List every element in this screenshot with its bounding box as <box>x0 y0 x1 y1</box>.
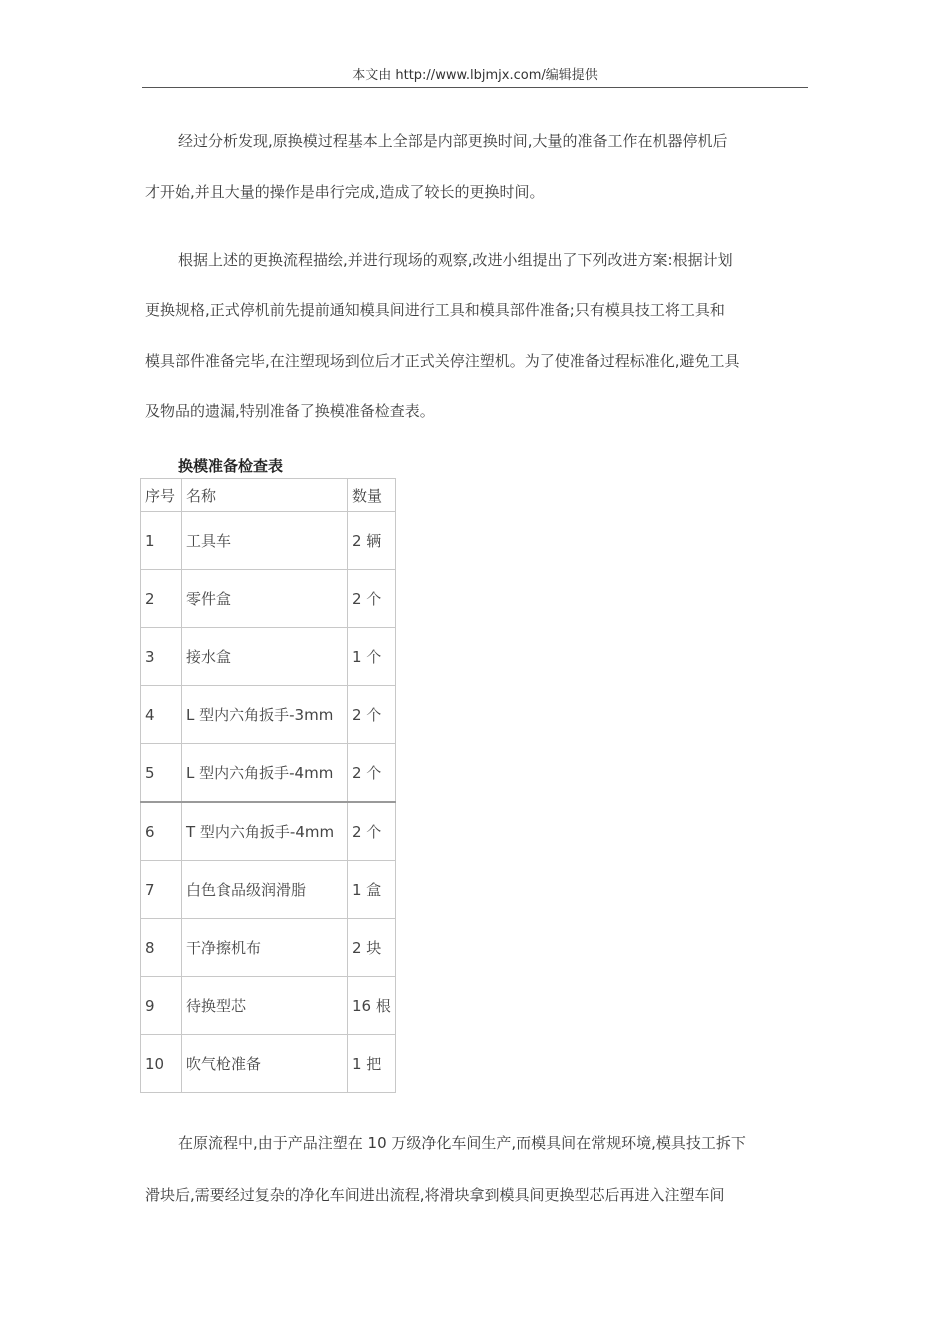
cell-name: L 型内六角扳手-4mm <box>182 744 348 803</box>
cell-name: 干净擦机布 <box>182 919 348 977</box>
cell-name: 工具车 <box>182 512 348 570</box>
paragraph-1-line-1: 经过分析发现,原换模过程基本上全部是内部更换时间,大量的准备工作在机器停机后 <box>178 132 728 150</box>
cell-index: 10 <box>141 1035 182 1093</box>
cell-quantity: 2 个 <box>348 570 396 628</box>
cell-quantity: 2 个 <box>348 802 396 861</box>
page-header: 本文由 http://www.lbjmjx.com/编辑提供 <box>352 68 598 83</box>
table-header-row <box>141 479 396 512</box>
cell-quantity: 2 个 <box>348 686 396 744</box>
header-cell-name: 名称 <box>182 479 348 512</box>
paragraph-1-line-2: 才开始,并且大量的操作是串行完成,造成了较长的更换时间。 <box>145 183 545 201</box>
cell-name: 接水盒 <box>182 628 348 686</box>
cell-index: 6 <box>141 802 182 861</box>
header-cell-index: 序号 <box>141 479 182 512</box>
table-title: 换模准备检查表 <box>178 457 284 475</box>
cell-name: T 型内六角扳手-4mm <box>182 802 348 861</box>
cell-index: 4 <box>141 686 182 744</box>
table-row <box>141 628 396 686</box>
header-divider <box>142 87 808 88</box>
header-cell-quantity: 数量 <box>348 479 396 512</box>
cell-name: L 型内六角扳手-3mm <box>182 686 348 744</box>
cell-index: 2 <box>141 570 182 628</box>
cell-index: 7 <box>141 861 182 919</box>
cell-index: 5 <box>141 744 182 803</box>
table-row <box>141 977 396 1035</box>
table-row <box>141 919 396 977</box>
cell-index: 1 <box>141 512 182 570</box>
table-row <box>141 512 396 570</box>
cell-name: 零件盒 <box>182 570 348 628</box>
cell-quantity: 2 个 <box>348 744 396 803</box>
table-row <box>141 686 396 744</box>
paragraph-2-line-2: 更换规格,正式停机前先提前通知模具间进行工具和模具部件准备;只有模具技工将工具和 <box>145 301 725 319</box>
checklist-table <box>140 478 396 1093</box>
cell-quantity: 2 块 <box>348 919 396 977</box>
table-row <box>141 570 396 628</box>
cell-quantity: 2 辆 <box>348 512 396 570</box>
cell-name: 待换型芯 <box>182 977 348 1035</box>
cell-name: 吹气枪准备 <box>182 1035 348 1093</box>
paragraph-2-line-4: 及物品的遗漏,特别准备了换模准备检查表。 <box>145 402 435 420</box>
paragraph-3-line-2: 滑块后,需要经过复杂的净化车间进出流程,将滑块拿到模具间更换型芯后再进入注塑车间 <box>145 1186 725 1204</box>
cell-quantity: 1 个 <box>348 628 396 686</box>
table-row <box>141 802 396 861</box>
cell-quantity: 16 根 <box>348 977 396 1035</box>
table-row <box>141 861 396 919</box>
cell-index: 3 <box>141 628 182 686</box>
cell-quantity: 1 盒 <box>348 861 396 919</box>
table-row <box>141 744 396 803</box>
cell-index: 8 <box>141 919 182 977</box>
cell-name: 白色食品级润滑脂 <box>182 861 348 919</box>
paragraph-2-line-1: 根据上述的更换流程描绘,并进行现场的观察,改进小组提出了下列改进方案:根据计划 <box>178 251 733 269</box>
paragraph-3-line-1: 在原流程中,由于产品注塑在 10 万级净化车间生产,而模具间在常规环境,模具技工拆下 <box>178 1134 746 1152</box>
cell-quantity: 1 把 <box>348 1035 396 1093</box>
paragraph-2-line-3: 模具部件准备完毕,在注塑现场到位后才正式关停注塑机。为了使准备过程标准化,避免工具 <box>145 352 740 370</box>
cell-index: 9 <box>141 977 182 1035</box>
table-row <box>141 1035 396 1093</box>
